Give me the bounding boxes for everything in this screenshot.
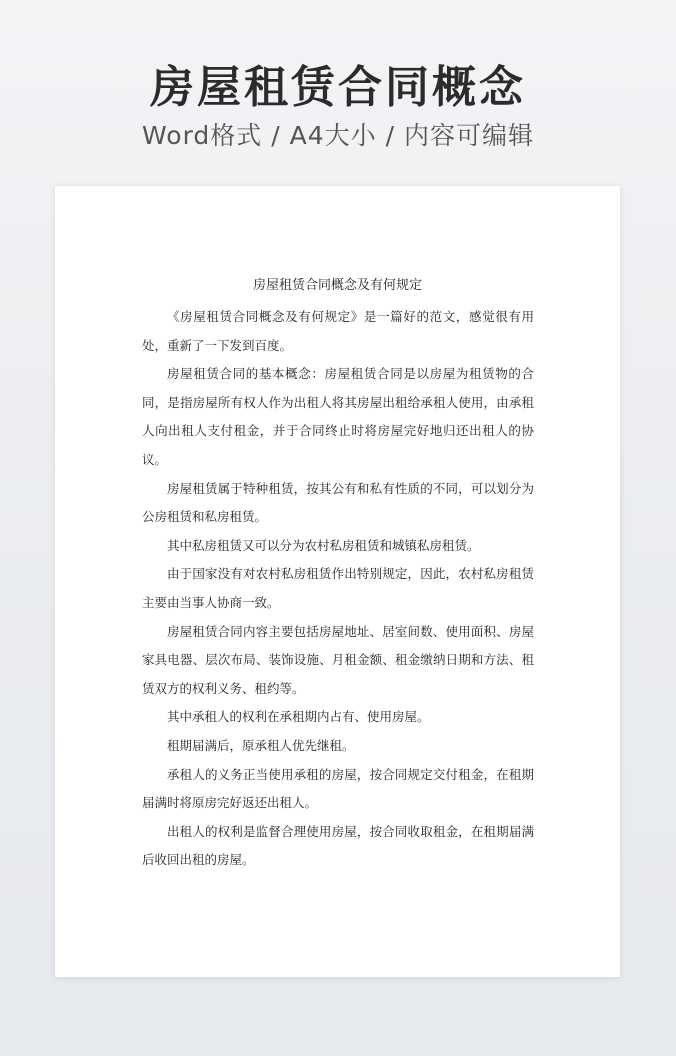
header-banner — [0, 0, 676, 180]
document-page — [55, 186, 620, 977]
paragraph: 由于国家没有对农村私房租赁作出特别规定，因此，农村私房租赁主要由当事人协商一致。 — [142, 566, 534, 610]
paragraph: 《房屋租赁合同概念及有何规定》是一篇好的范文，感觉很有用处，重新了一下发到百度。 — [142, 309, 534, 353]
page-title: 房屋租赁合同概念 — [150, 62, 526, 113]
paragraph: 其中承租人的权利在承租期内占有、使用房屋。 — [167, 709, 430, 725]
paragraph: 承租人的义务正当使用承租的房屋，按合同规定交付租金，在租期届满时将原房完好返还出租人。 — [142, 766, 534, 811]
document-title: 房屋租赁合同概念及有何规定 — [252, 278, 422, 293]
paragraph: 租期届满后，原承租人优先继租。 — [167, 737, 355, 753]
paragraph: 房屋租赁属于特种租赁，按其公有和私有性质的不同，可以划分为公房租赁和私房租赁。 — [142, 480, 534, 525]
paragraph: 房屋租赁合同内容主要包括房屋地址、居室间数、使用面积、房屋家具电器、层次布局、装饰设施、月租金额、租金缴纳日期和方法、租赁双方的权利义务、租约等。 — [142, 623, 534, 696]
paragraph: 房屋租赁合同的基本概念：房屋租赁合同是以房屋为租赁物的合同，是指房屋所有权人作为出租人将其房屋出租给承租人使用，由承租人向出租人支付租金，并于合同终止时将房屋完好地归还出租人的协议。 — [142, 366, 534, 467]
document-body — [142, 303, 534, 875]
paragraph: 出租人的权利是监督合理使用房屋，按合同收取租金，在租期届满后收回出租的房屋。 — [142, 823, 534, 868]
page-subtitle: Word格式 / A4大小 / 内容可编辑 — [142, 121, 534, 150]
paragraph: 其中私房租赁又可以分为农村私房租赁和城镇私房租赁。 — [167, 537, 480, 553]
